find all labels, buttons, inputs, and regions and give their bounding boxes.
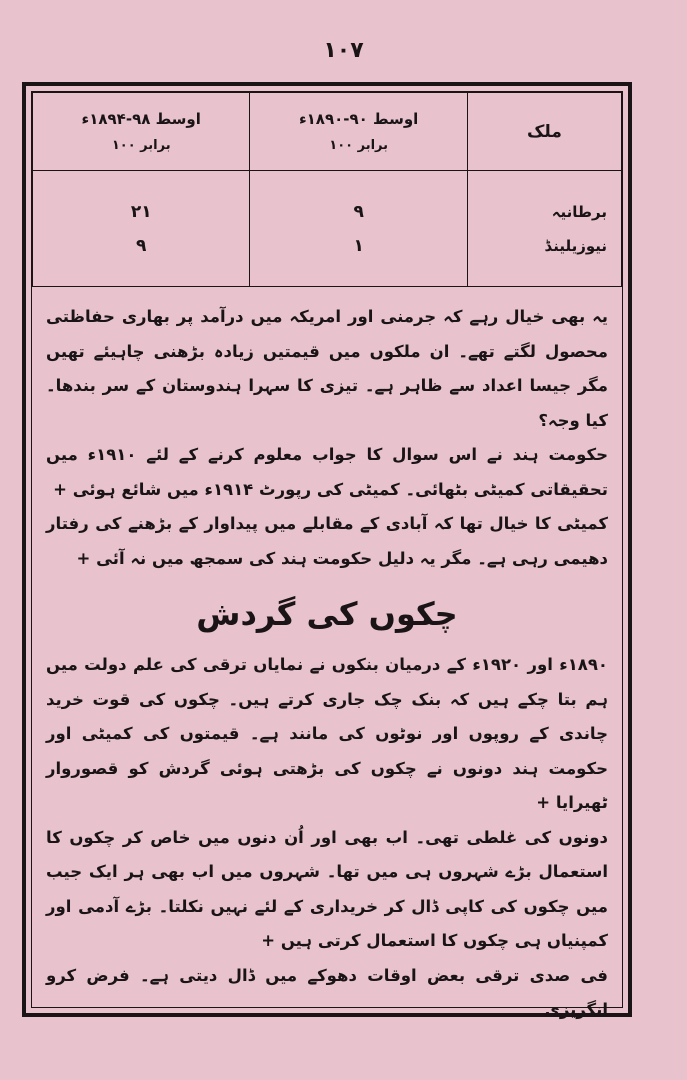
table-body-row <box>33 171 622 287</box>
inner-frame <box>31 91 623 1019</box>
column-header-country: ملک <box>467 93 621 171</box>
column-header-1894: اوسط ۹۸-۱۸۹۴ء برابر ۱۰۰ <box>33 93 250 171</box>
body-text <box>46 300 608 1028</box>
paragraph: ۱۸۹۰ء اور ۱۹۲۰ء کے درمیان بنکوں نے نمایاں ترقی کی علم دولت میں ہم بتا چکے ہیں کہ بنک چک جاری کرتے ہیں۔ چکوں کی قوت خرید چاندی کے روپوں اور نوٹوں کی مانند ہے۔ قیمتوں کی کمیٹی اور حکومت ہند دونوں نے چکوں کی بڑھتی ہوئی گردش کو قصوروار ٹھیرایا + <box>46 655 608 812</box>
page-number: ۱۰۷ <box>323 38 364 63</box>
paragraph: یہ بھی خیال رہے کہ جرمنی اور امریکہ میں درآمد پر بھاری حفاظتی محصول لگتے تھے۔ ان ملکوں میں قیمتیں زیادہ بڑھنی چاہیئے تھیں مگر جیسا اعداد سے ظاہر ہے۔ تیزی کا سہرا ہندوستان کے سر بندھا۔ کیا وجہ؟ <box>46 307 608 430</box>
section-heading: چکوں کی گردش <box>196 595 458 633</box>
country-cell <box>467 171 621 287</box>
country-new-zealand: نیوزیلینڈ <box>544 236 607 255</box>
country-britain: برطانیہ <box>551 202 607 221</box>
value-newzealand-1890: ۱ <box>353 235 364 256</box>
paragraph: دونوں کی غلطی تھی۔ اب بھی اور اُن دنوں میں خاص کر چکوں کا استعمال بڑے شہروں ہی میں تھا۔ شہروں میں اب بھی ہر ایک جیب میں چکوں کی کاپی ڈال کر خریداری کے لئے نہیں نکلتا۔ بڑے آدمی اور کمپنیاں ہی چکوں کا استعمال کرتی ہیں + <box>46 827 608 950</box>
paragraph: کمیٹی کا خیال تھا کہ آبادی کے مقابلے میں پیداوار کے بڑھنے کی رفتار دھیمی رہی ہے۔ مگر یہ دلیل حکومت ہند کی سمجھ میں نہ آئی + <box>46 514 608 568</box>
values-1894-cell <box>33 171 250 287</box>
value-britain-1894: ۲۱ <box>130 201 152 222</box>
value-britain-1890: ۹ <box>353 201 364 222</box>
values-1890-cell <box>250 171 467 287</box>
paragraph: فی صدی ترقی بعض اوقات دھوکے میں ڈال دیتی ہے۔ فرض کرو انگریزی <box>46 965 608 1019</box>
column-header-1890: اوسط ۹۰-۱۸۹۰ء برابر ۱۰۰ <box>250 93 467 171</box>
value-newzealand-1894: ۹ <box>136 235 147 256</box>
paragraph: حکومت ہند نے اس سوال کا جواب معلوم کرنے کے لئے ۱۹۱۰ء میں تحقیقاتی کمیٹی بٹھائی۔ کمیٹی کی رپورٹ ۱۹۱۴ء میں شائع ہوئی + <box>46 445 608 499</box>
price-index-table <box>32 92 622 287</box>
table-header-row <box>33 93 622 171</box>
page-frame <box>22 82 632 1017</box>
